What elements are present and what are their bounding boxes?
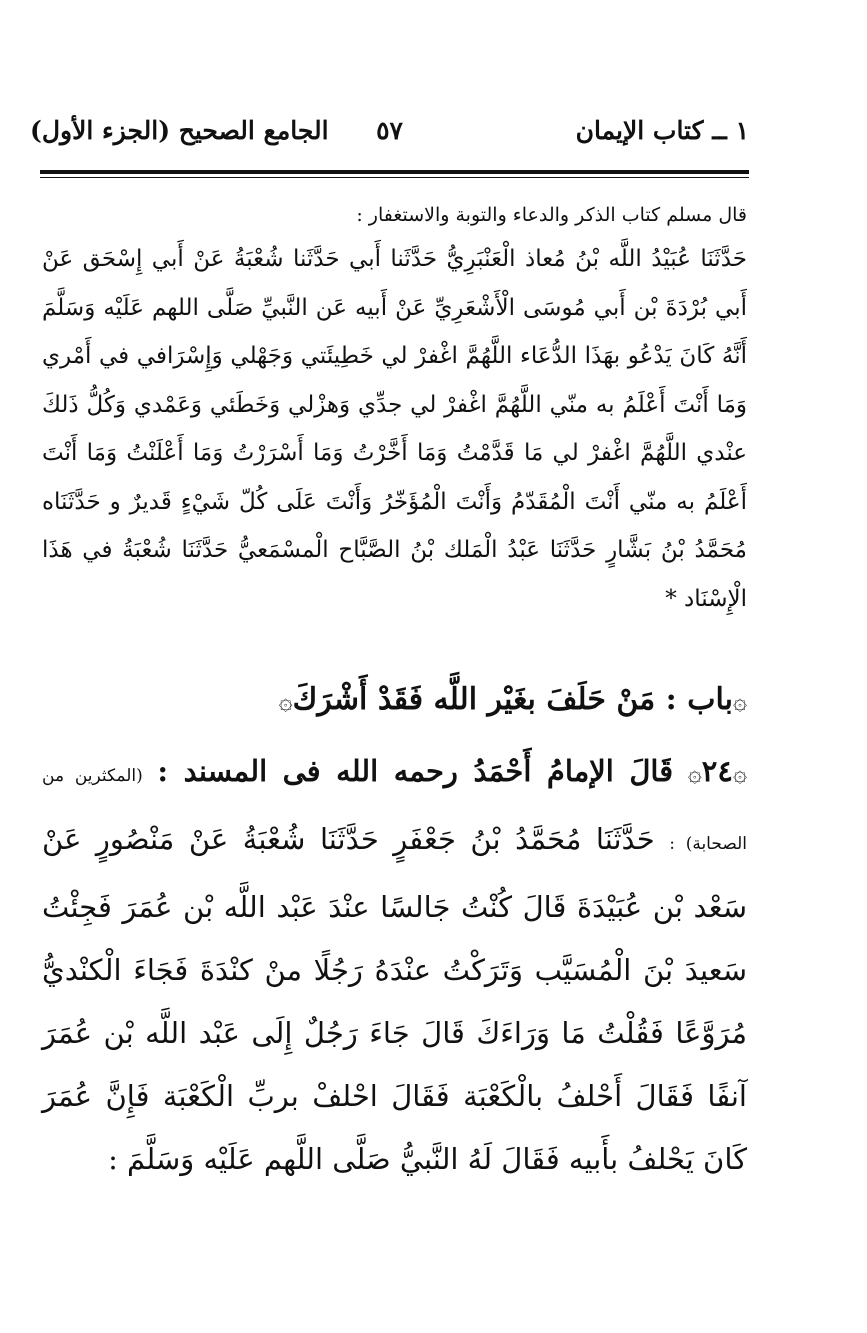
hadith-imam-heading: قَالَ الإمامُ أَحْمَدُ رحمه الله فى المسند : — [157, 754, 674, 788]
hadith-ornament-close-icon: ۞ — [687, 759, 702, 787]
page-number: ٥٧ — [376, 115, 403, 145]
chapter-title-text: باب : مَنْ حَلَفَ بغَيْر اللَّه فَقَدْ أَشْرَكَ — [292, 682, 733, 717]
header-rule-thin — [40, 177, 749, 178]
chapter-title: ١ ــ كتاب الإيمان — [575, 115, 749, 145]
narration-text: حَدَّثَنَا عُبَيْدُ اللَّه بْنُ مُعاذ الْعَنْبَرِيُّ حَدَّثَنا أَبي حَدَّثَنا شُعْبَةُ عَنْ أَبي إِسْحَق عَنْ أَبي بُرْدَةَ بْن أَبي مُوسَى الْأَشْعَرِيِّ عَنْ أَبيه عَن النَّبيِّ صَلَّى اللهم عَلَيْه وَسَلَّمَ أَنَّهُ كَانَ يَدْعُو بهَذَا الدُّعَاء اللَّهُمَّ اغْفرْ لي خَطِيئَتي وَجَهْلي وَإِسْرَافي في أَمْري وَمَا أَنْتَ أَعْلَمُ به منّي اللَّهُمَّ اغْفرْ لي جدِّي وَهزْلي وَخَطَئي وَعَمْدي وَكُلُّ ذَلكَ عنْدي اللَّهُمَّ اغْفرْ لي مَا قَدَّمْتُ وَمَا أَخَّرْتُ وَمَا أَسْرَرْتُ وَمَا أَعْلَنْتُ وَمَا أَنْتَ أَعْلَمُ به منّي أَنْتَ الْمُقَدّمُ وَأَنْتَ الْمُؤَخّرُ وَأَنْتَ عَلَى كُلّ شَيْءٍ قَديرٌ و حَدَّثَنَاه مُحَمَّدُ بْنُ بَشَّارٍ حَدَّثَنَا عَبْدُ الْمَلك بْنُ الصَّبَّاح الْمسْمَعيُّ حَدَّثَنَا شُعْبَةُ في هَذَا الْإِسْنَاد * — [42, 246, 747, 612]
hadith-ornament-open-icon: ۞ — [732, 759, 748, 787]
narration-intro: قال مسلم كتاب الذكر والدعاء والتوبة والاستغفار : — [356, 204, 747, 226]
hadith-number: ٢٤ — [701, 754, 733, 788]
hadith-source: (المكثرين من الصحابة) : — [42, 766, 747, 854]
hadith-block — [42, 740, 747, 1191]
ornament-close-icon: ۞ — [278, 687, 293, 715]
page-header — [30, 110, 749, 150]
ornament-open-icon: ۞ — [732, 687, 747, 715]
chapter-heading — [42, 672, 747, 729]
header-rule-thick — [40, 170, 749, 174]
narration-block — [42, 195, 747, 623]
hadith-text: حَدَّثَنَا مُحَمَّدُ بْنُ جَعْفَرٍ حَدَّثَنَا شُعْبَةُ عَنْ مَنْصُورٍ عَنْ سَعْد بْن عُبَيْدَةَ قَالَ كُنْتُ جَالسًا عنْدَ عَبْد اللَّه بْن عُمَرَ فَجِئْتُ سَعيدَ بْنَ الْمُسَيَّب وَتَرَكْتُ عنْدَهُ رَجُلًا منْ كنْدَةَ فَجَاءَ الْكنْديُّ مُرَوَّعًا فَقُلْتُ مَا وَرَاءَكَ قَالَ جَاءَ رَجُلٌ إِلَى عَبْد اللَّه بْن عُمَرَ آنفًا فَقَالَ أَحْلفُ بالْكَعْبَة فَقَالَ احْلفْ بربِّ الْكَعْبَة فَإِنَّ عُمَرَ كَانَ يَحْلفُ بأَبيه فَقَالَ لَهُ النَّبيُّ صَلَّى اللَّهم عَلَيْه وَسَلَّمَ : — [42, 822, 747, 1176]
book-title: الجامع الصحيح (الجزء الأول) — [30, 115, 329, 145]
